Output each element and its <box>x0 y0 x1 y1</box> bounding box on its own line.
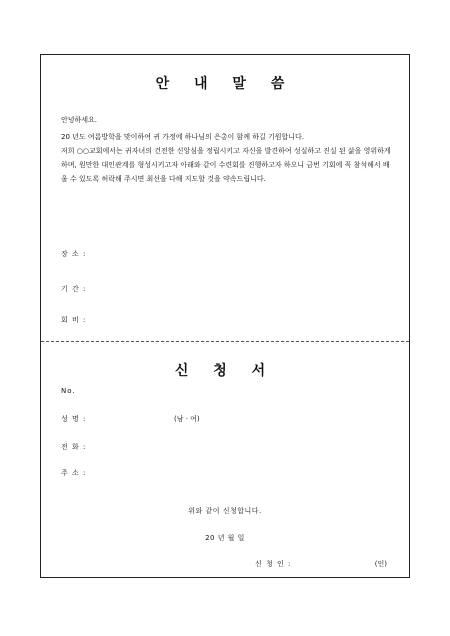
document-frame <box>40 54 410 578</box>
period-field <box>61 284 86 294</box>
address-field <box>61 468 86 478</box>
date-line: 20 년 월 일 <box>205 534 245 542</box>
fee-label: 회 비 : <box>61 316 87 324</box>
name-field <box>61 414 86 424</box>
application-section <box>41 341 409 579</box>
intro-text: 20 년도 여름방학을 맞이하여 귀 가정에 하나님의 은총이 함께 하길 기원합니다. <box>61 133 305 141</box>
gender-option: (남 · 여) <box>174 415 200 423</box>
signer-label: 신 청 인 : <box>255 560 292 568</box>
application-title: 신 청 서 <box>174 363 276 379</box>
phone-label: 전 화 : <box>61 443 87 451</box>
place-field <box>61 249 86 259</box>
phone-field <box>61 442 86 452</box>
seal-mark: (인) <box>374 560 387 568</box>
fee-field <box>61 315 86 325</box>
period-label: 기 간 : <box>61 285 87 293</box>
notice-section <box>41 55 409 341</box>
greeting-text: 안녕하세요. <box>61 116 98 124</box>
name-label: 성 명 : <box>61 415 87 423</box>
notice-body: 저희 ○○교회에서는 귀자녀의 건전한 신앙심을 정립시키고 자신을 발견하여 성실하고 진실 된 삶을 영위하게 하며, 원만한 대인관계를 형성시키고자 아래와 같이 수련회를 진행하고자 하오니 금번 기회에 꼭 참석해서 배울 수 있도록 허락해 주시면 최선을 다해 지도할 것을 약속드립니다. <box>61 147 391 183</box>
application-number-label: No. <box>61 387 76 395</box>
confirm-text: 위와 같이 신청합니다. <box>188 507 262 515</box>
place-label: 장 소 : <box>61 250 87 258</box>
address-label: 주 소 : <box>61 469 87 477</box>
notice-title: 안 내 말 씀 <box>155 76 295 92</box>
